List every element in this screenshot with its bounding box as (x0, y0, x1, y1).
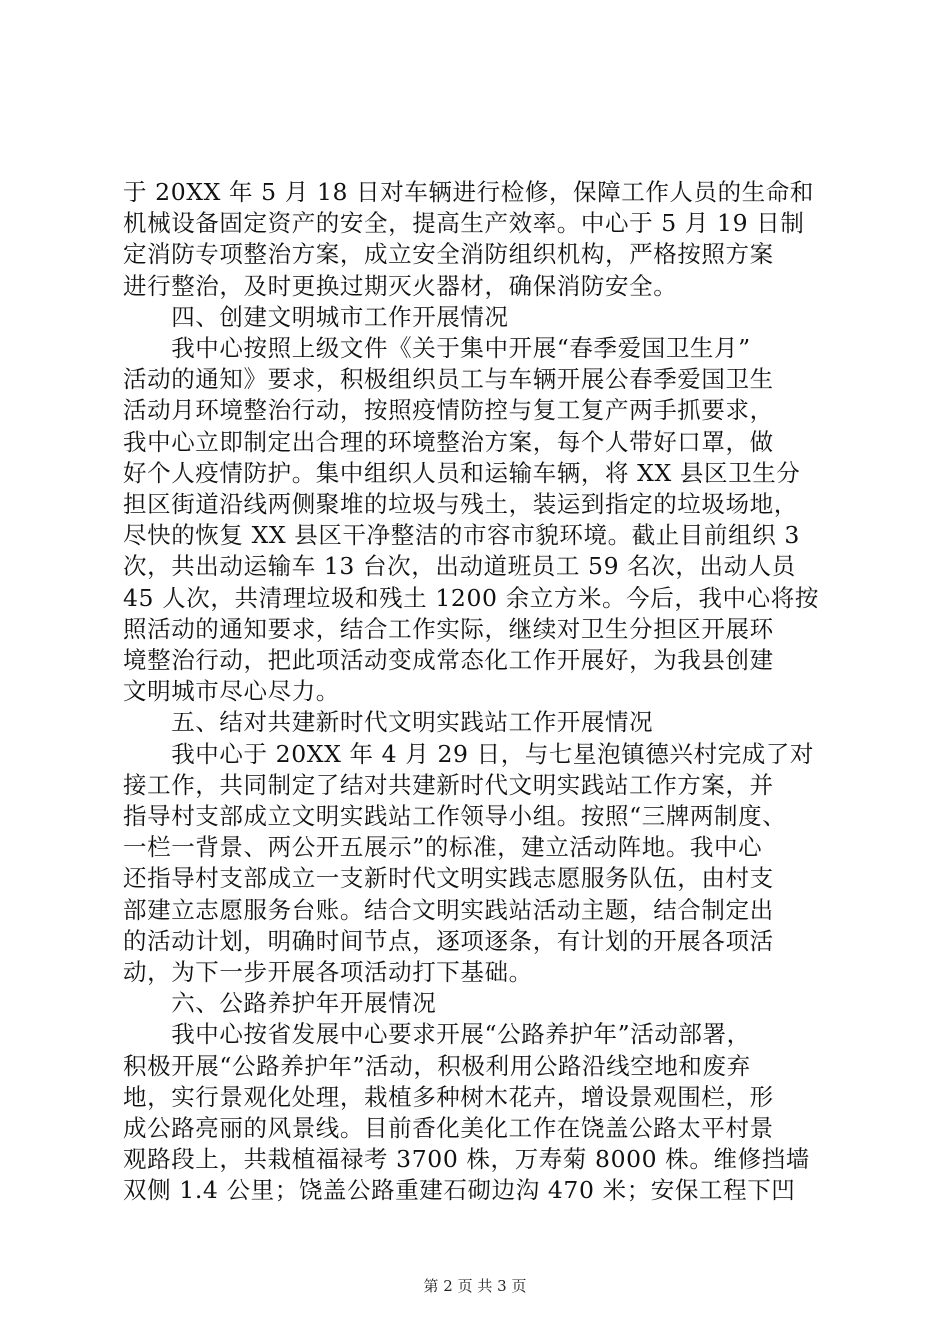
text-line: 积极开展“公路养护年”活动，积极利用公路沿线空地和废弃 (123, 1051, 751, 1080)
text-line: 地，实行景观化处理，栽植多种树木花卉，增设景观围栏，形 (123, 1082, 774, 1111)
text-line: 进行整治，及时更换过期灭火器材，确保消防安全。 (123, 271, 678, 300)
text-line: 尽快的恢复 XX 县区干净整洁的市容市貌环境。截止目前组织 3 (123, 521, 800, 550)
text-line: 一栏一背景、两公开五展示”的标准，建立活动阵地。我中心 (123, 833, 763, 862)
text-line: 指导村支部成立文明实践站工作领导小组。按照“三牌两制度、 (123, 802, 787, 830)
text-line: 活动月环境整治行动，按照疫情防控与复工复产两手抓要求， (123, 396, 774, 425)
text-line: 观路段上，共栽植福禄考 3700 株，万寿菊 8000 株。维修挡墙 (123, 1145, 810, 1174)
text-line: 四、创建文明城市工作开展情况 (123, 302, 509, 331)
text-line: 动，为下一步开展各项活动打下基础。 (123, 958, 533, 986)
text-line: 境整治行动，把此项活动变成常态化工作开展好，为我县创建 (123, 646, 774, 674)
text-line: 的活动计划，明确时间节点，逐项逐条，有计划的开展各项活 (123, 926, 774, 955)
text-line: 文明城市尽心尽力。 (123, 677, 340, 706)
text-line: 我中心立即制定出合理的环境整治方案，每个人带好口罩，做 (123, 427, 774, 456)
text-line: 六、公路养护年开展情况 (123, 989, 437, 1018)
text-line: 担区街道沿线两侧聚堆的垃圾与残土，装运到指定的垃圾场地， (123, 490, 798, 518)
text-line: 还指导村支部成立一支新时代文明实践志愿服务队伍，由村支 (123, 864, 774, 893)
text-line: 活动的通知》要求，积极组织员工与车辆开展公春季爱国卫生 (123, 365, 774, 394)
text-line: 机械设备固定资产的安全，提高生产效率。中心于 5 月 19 日制 (123, 209, 805, 238)
text-line: 好个人疫情防护。集中组织人员和运输车辆，将 XX 县区卫生分 (123, 458, 801, 487)
text-line: 45 人次，共清理垃圾和残土 1200 余立方米。今后，我中心将按 (123, 583, 819, 612)
text-line: 照活动的通知要求，结合工作实际，继续对卫生分担区开展环 (123, 614, 774, 643)
text-line: 部建立志愿服务台账。结合文明实践站活动主题，结合制定出 (123, 895, 774, 924)
text-line: 双侧 1.4 公里；饶盖公路重建石砌边沟 470 米；安保工程下凹 (123, 1176, 796, 1205)
text-line: 成公路亮丽的风景线。目前香化美化工作在饶盖公路太平村景 (123, 1114, 774, 1142)
page-footer: 第 2 页 共 3 页 (423, 1277, 527, 1295)
text-line: 定消防专项整治方案，成立安全消防组织机构，严格按照方案 (123, 240, 774, 269)
text-line: 我中心于 20XX 年 4 月 29 日，与七星泡镇德兴村完成了对 (123, 739, 815, 768)
text-line: 我中心按照上级文件《关于集中开展“春季爱国卫生月” (123, 334, 751, 362)
text-line: 接工作，共同制定了结对共建新时代文明实践站工作方案，并 (123, 770, 774, 799)
text-line: 五、结对共建新时代文明实践站工作开展情况 (123, 708, 654, 737)
text-line: 于 20XX 年 5 月 18 日对车辆进行检修，保障工作人员的生命和 (123, 178, 815, 206)
text-line: 次，共出动运输车 13 台次，出动道班员工 59 名次，出动人员 (123, 552, 796, 581)
text-line: 我中心按省发展中心要求开展“公路养护年”活动部署， (123, 1020, 751, 1049)
